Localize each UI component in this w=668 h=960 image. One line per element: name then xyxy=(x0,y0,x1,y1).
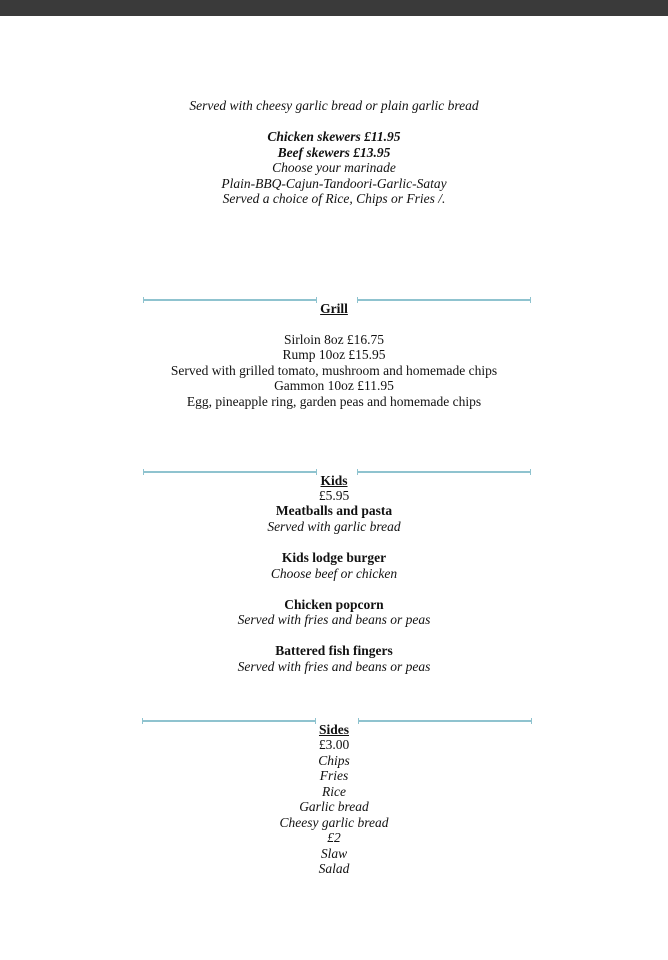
kids-item-name: Chicken popcorn xyxy=(284,597,384,612)
kids-item-note: Choose beef or chicken xyxy=(270,566,398,581)
side-item: Garlic bread xyxy=(299,799,369,814)
sides-price-2: £2 xyxy=(327,830,341,845)
side-item: Slaw xyxy=(320,846,348,861)
kids-item-note: Served with fries and beans or peas xyxy=(237,659,431,674)
side-item: Cheesy garlic bread xyxy=(279,815,389,830)
side-item: Chips xyxy=(318,753,350,768)
sirloin-item: Sirloin 8oz £16.75 xyxy=(283,332,385,347)
kids-item-note: Served with fries and beans or peas xyxy=(237,612,431,627)
kids-item-name: Meatballs and pasta xyxy=(275,503,393,518)
marinade-options: Plain-BBQ-Cajun-Tandoori-Garlic-Satay xyxy=(221,176,447,191)
marinade-prompt: Choose your marinade xyxy=(272,160,396,175)
window-top-bar xyxy=(0,0,668,16)
rump-item: Rump 10oz £15.95 xyxy=(282,347,386,362)
beef-skewers-item: Beef skewers £13.95 xyxy=(277,145,391,160)
skewers-served-with: Served with cheesy garlic bread or plain garlic bread xyxy=(189,98,479,113)
gammon-note: Egg, pineapple ring, garden peas and homemade chips xyxy=(186,394,482,409)
kids-item-name: Kids lodge burger xyxy=(281,550,387,565)
grill-heading: Grill xyxy=(320,301,348,316)
sides-heading: Sides xyxy=(318,722,349,737)
kids-heading: Kids xyxy=(320,473,348,488)
gammon-item: Gammon 10oz £11.95 xyxy=(274,378,394,393)
steak-note: Served with grilled tomato, mushroom and homemade chips xyxy=(170,363,498,378)
kids-item-note: Served with garlic bread xyxy=(267,519,401,534)
kids-price: £5.95 xyxy=(318,488,350,503)
side-item: Fries xyxy=(319,768,349,783)
skewers-sides-note: Served a choice of Rice, Chips or Fries /. xyxy=(222,191,446,206)
kids-item-name: Battered fish fingers xyxy=(275,643,393,658)
sides-price-1: £3.00 xyxy=(318,737,350,752)
side-item: Rice xyxy=(322,784,346,799)
side-item: Salad xyxy=(318,861,350,876)
chicken-skewers-item: Chicken skewers £11.95 xyxy=(267,129,401,144)
